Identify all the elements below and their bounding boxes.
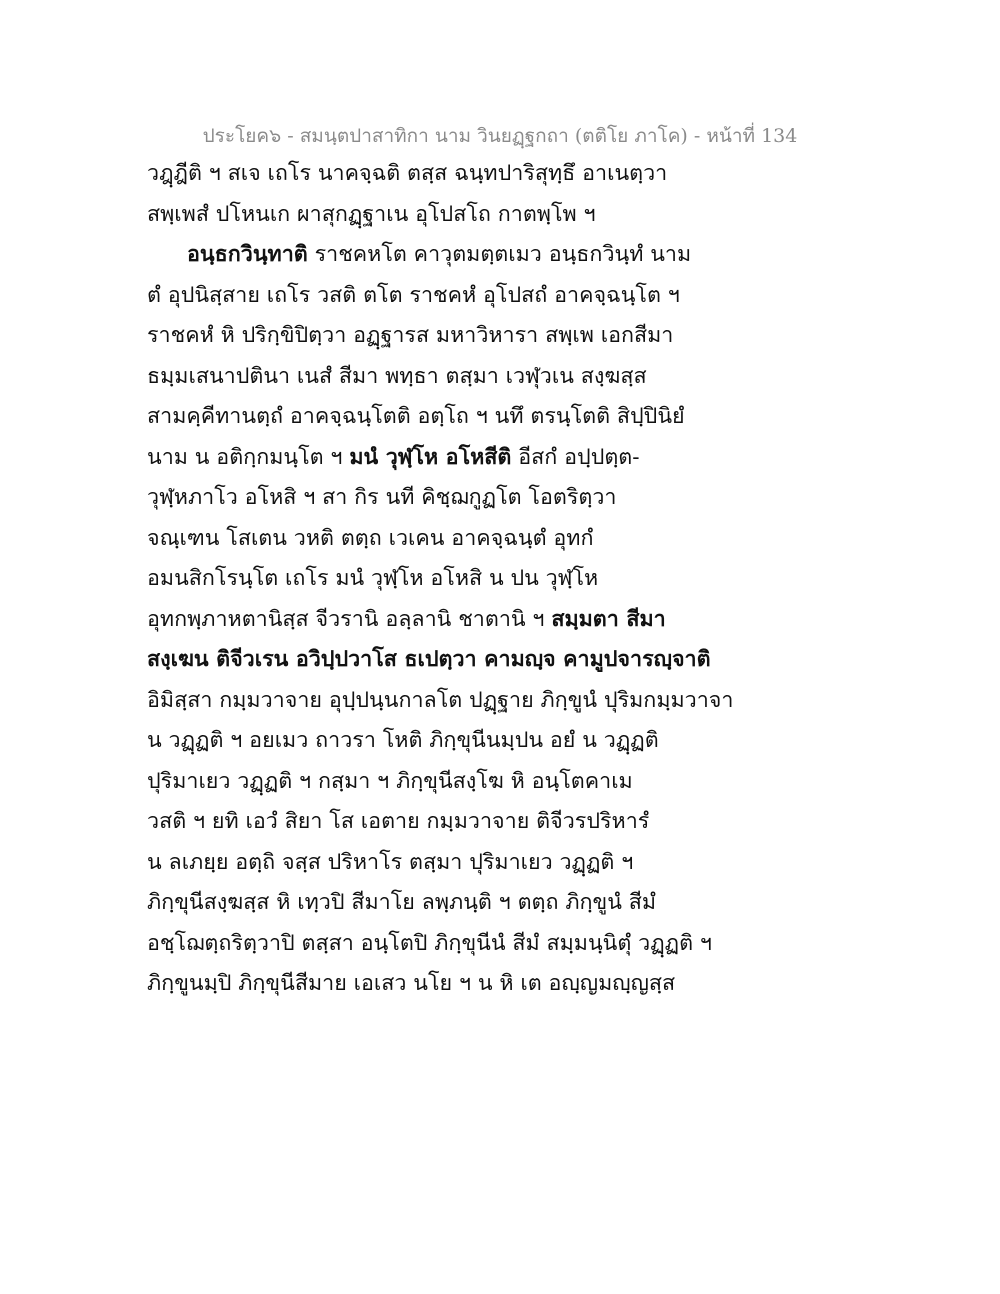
text-line xyxy=(147,802,847,843)
text-segment: ราชคหโต คาวุตมตฺตเมว อนฺธกวินฺทํ นาม xyxy=(307,242,692,267)
text-line xyxy=(147,195,847,236)
text-line xyxy=(147,883,847,924)
text-segment: อีสกํ อปฺปตฺต- xyxy=(511,444,640,470)
text-segment: สพฺเพสํ ปโหนเก ผาสุกฏฺฐาเน อุโปสโถ กาตพฺโพ ฯ xyxy=(147,201,596,227)
text-segment: ภิกฺขุนีสงฺฆสฺส หิ เทฺวปิ สีมาโย ลพฺภนฺติ ฯ ตตฺถ ภิกฺขูนํ สีมํ xyxy=(147,890,657,915)
text-line xyxy=(147,276,847,317)
text-line xyxy=(147,478,847,519)
text-line xyxy=(147,964,847,1005)
text-segment: จณฺเฑน โสเตน วหติ ตตฺถ เวเคน อาคจฺฉนฺตํ อุทกํ xyxy=(147,525,594,551)
text-segment: ราชคหํ หิ ปริกฺขิปิตฺวา อฏฺฐารส มหาวิหารา สพฺเพ เอกสีมา xyxy=(147,323,674,348)
text-line xyxy=(147,316,847,357)
text-line xyxy=(147,843,847,884)
text-segment: น ลเภยฺย อตฺถิ จสฺส ปริหาโร ตสฺมา ปุริมาเยว วฏฺฏติ ฯ xyxy=(147,849,634,875)
text-line xyxy=(147,640,847,681)
bold-term: สมฺมตา สีมา xyxy=(551,606,666,632)
bold-term: สงฺเฆน ติจีวเรน อวิปฺปวาโส ธเปตฺวา คามญฺจ คามูปจารญฺจาติ xyxy=(147,647,711,672)
text-segment: น วฏฺฏติ ฯ อยเมว ถาวรา โหติ ภิกฺขุนีนมฺปน อยํ น วฏฺฏติ xyxy=(147,728,659,753)
text-line xyxy=(147,924,847,965)
text-line xyxy=(147,154,847,195)
text-segment: อุทกพฺภาหตานิสฺส จีวรานิ อลฺลานิ ชาตานิ ฯ xyxy=(147,606,552,632)
text-segment: อชฺโฌตฺถริตฺวาปิ ตสฺสา อนฺโตปิ ภิกฺขุนีนํ สีมํ สมฺมนฺนิตุํ วฏฺฏติ ฯ xyxy=(147,930,712,956)
text-line xyxy=(147,397,847,438)
text-segment: วุฬฺหภาโว อโหสิ ฯ สา กิร นที คิชฺฌกูฏโต โอตริตฺวา xyxy=(147,485,617,510)
running-header xyxy=(0,121,1000,151)
bold-term: มนํ วุฬฺโห อโหสีติ xyxy=(349,444,512,470)
text-segment: ภิกฺขูนมฺปิ ภิกฺขุนีสีมาย เอเสว นโย ฯ น หิ เต อญฺญมญฺญสฺส xyxy=(147,971,676,996)
text-segment: อมนสิกโรนฺโต เถโร มนํ วุฬฺโห อโหสิ น ปน วุฬฺโห xyxy=(147,566,599,591)
text-line xyxy=(147,438,847,479)
text-line xyxy=(147,235,847,276)
running-header-text: ประโยค๖ - สมนฺตปาสาทิกา นาม วินยฏฺฐกถา (ตติโย ภาโค) - หน้าที่ 134 xyxy=(202,125,798,147)
text-segment: สามคฺคีทานตฺถํ อาคจฺฉนฺโตติ อตฺโถ ฯ นทึ ตรนฺโตติ สิปฺปินิยํ xyxy=(147,404,685,429)
text-line xyxy=(147,357,847,398)
text-line xyxy=(147,519,847,560)
text-segment: นาม น อติกฺกมนฺโต ฯ xyxy=(147,444,350,470)
bold-term: อนฺธกวินฺทาติ xyxy=(187,242,308,267)
text-line xyxy=(147,559,847,600)
text-line xyxy=(147,600,847,641)
body-text xyxy=(147,154,847,1005)
text-segment: ตํ อุปนิสฺสาย เถโร วสติ ตโต ราชคหํ อุโปสถํ อาคจฺฉนฺโต ฯ xyxy=(147,282,680,308)
text-line xyxy=(147,721,847,762)
text-segment: ธมฺมเสนาปตินา เนสํ สีมา พทฺธา ตสฺมา เวฬุวเน สงฺฆสฺส xyxy=(147,363,647,389)
text-segment: ปุริมาเยว วฏฺฏติ ฯ กสฺมา ฯ ภิกฺขุนีสงฺโฆ หิ อนฺโตคาเม xyxy=(147,768,633,794)
text-segment: วฎฺฎีติ ฯ สเจ เถโร นาคจฺฉติ ตสฺส ฉนฺทปาริสุทฺธึ อาเนตฺวา xyxy=(147,161,668,186)
text-segment: อิมิสฺสา กมฺมวาจาย อุปฺปนฺนกาลโต ปฏฺฐาย ภิกฺขูนํ ปุริมกมฺมวาจา xyxy=(147,687,734,713)
text-line xyxy=(147,681,847,722)
text-segment: วสติ ฯ ยทิ เอวํ สิยา โส เอตาย กมฺมวาจาย ติจีวรปริหารํ xyxy=(147,809,650,834)
text-line xyxy=(147,762,847,803)
